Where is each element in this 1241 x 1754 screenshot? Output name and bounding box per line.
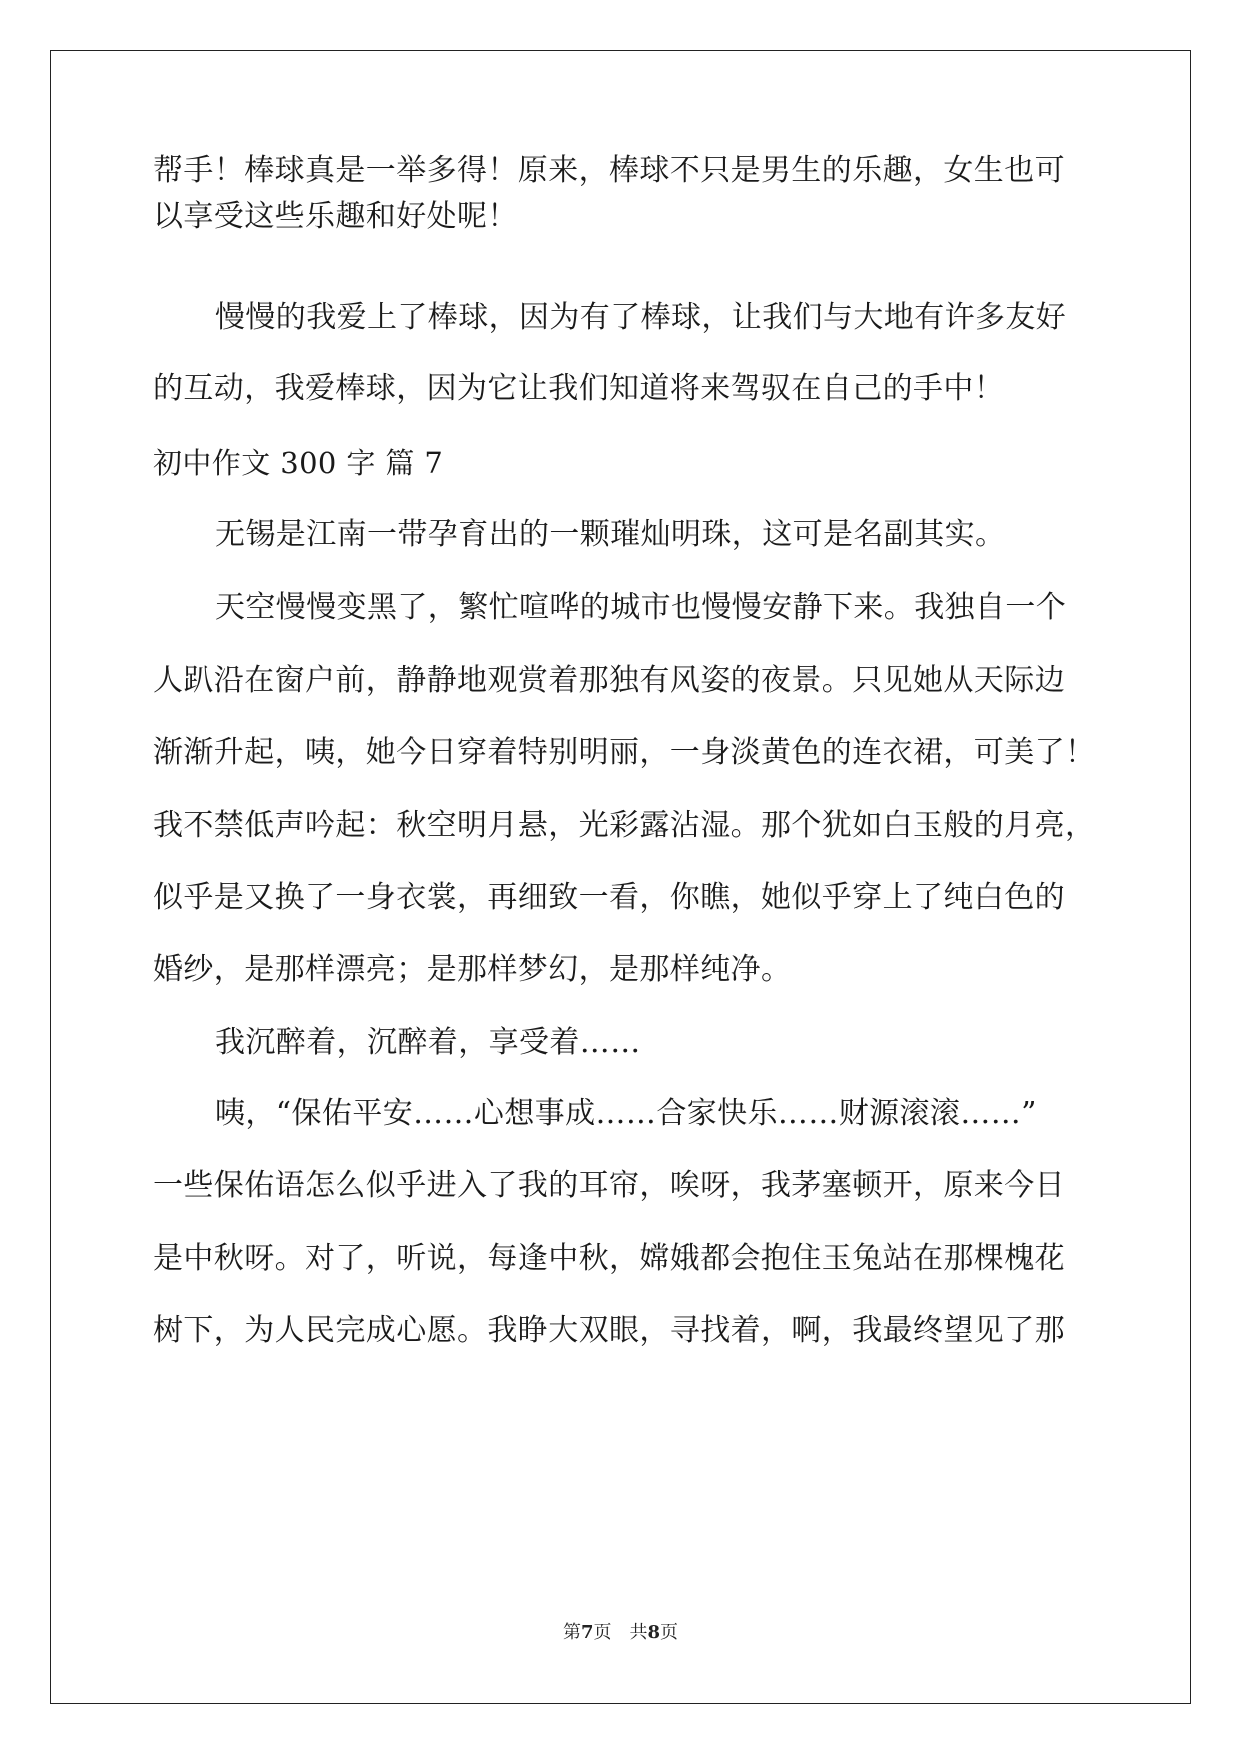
section-heading: 初中作文 300 字 篇 7 xyxy=(153,446,444,480)
text-line: 似乎是又换了一身衣裳，再细致一看，你瞧，她似乎穿上了纯白色的 xyxy=(153,880,1065,915)
text-line: 一些保佑语怎么似乎进入了我的耳帘，唉呀，我茅塞顿开，原来今日 xyxy=(153,1168,1065,1203)
text-line: 的互动，我爱棒球，因为它让我们知道将来驾驭在自己的手中！ xyxy=(153,371,1005,406)
total-prefix: 共 xyxy=(629,1622,648,1643)
paragraph-first-line: 咦，“保佑平安……心想事成……合家快乐……财源滚滚……” xyxy=(215,1096,1037,1131)
paragraph-first-line: 慢慢的我爱上了棒球，因为有了棒球，让我们与大地有许多友好 xyxy=(215,300,1067,335)
total-pages: 8 xyxy=(647,1622,661,1643)
page-prefix: 第 xyxy=(562,1622,581,1643)
text-line: 渐渐升起，咦，她今日穿着特别明丽，一身淡黄色的连衣裙，可美了！ xyxy=(153,735,1096,770)
page-suffix: 页 xyxy=(593,1622,612,1643)
text-line: 我不禁低声吟起：秋空明月悬，光彩露沾湿。那个犹如白玉般的月亮， xyxy=(153,808,1096,843)
text-line: 人趴沿在窗户前，静静地观赏着那独有风姿的夜景。只见她从天际边 xyxy=(153,663,1065,698)
text-line: 树下，为人民完成心愿。我睁大双眼，寻找着，啊，我最终望见了那 xyxy=(153,1313,1065,1348)
paragraph-first-line: 我沉醉着，沉醉着，享受着…… xyxy=(215,1025,641,1060)
text-line: 是中秋呀。对了，听说，每逢中秋，嫦娥都会抱住玉兔站在那棵槐花 xyxy=(153,1241,1065,1276)
total-suffix: 页 xyxy=(660,1622,679,1643)
text-line: 以享受这些乐趣和好处呢！ xyxy=(153,199,518,234)
paragraph-first-line: 无锡是江南一带孕育出的一颗璀灿明珠，这可是名副其实。 xyxy=(215,517,1006,552)
paragraph-first-line: 天空慢慢变黑了，繁忙喧哗的城市也慢慢安静下来。我独自一个 xyxy=(215,590,1067,625)
text-line: 婚纱，是那样漂亮；是那样梦幻，是那样纯净。 xyxy=(153,952,792,987)
text-line: 帮手！棒球真是一举多得！原来，棒球不只是男生的乐趣，女生也可 xyxy=(153,153,1065,188)
page-footer xyxy=(0,1621,1241,1645)
page-number: 7 xyxy=(580,1622,594,1643)
